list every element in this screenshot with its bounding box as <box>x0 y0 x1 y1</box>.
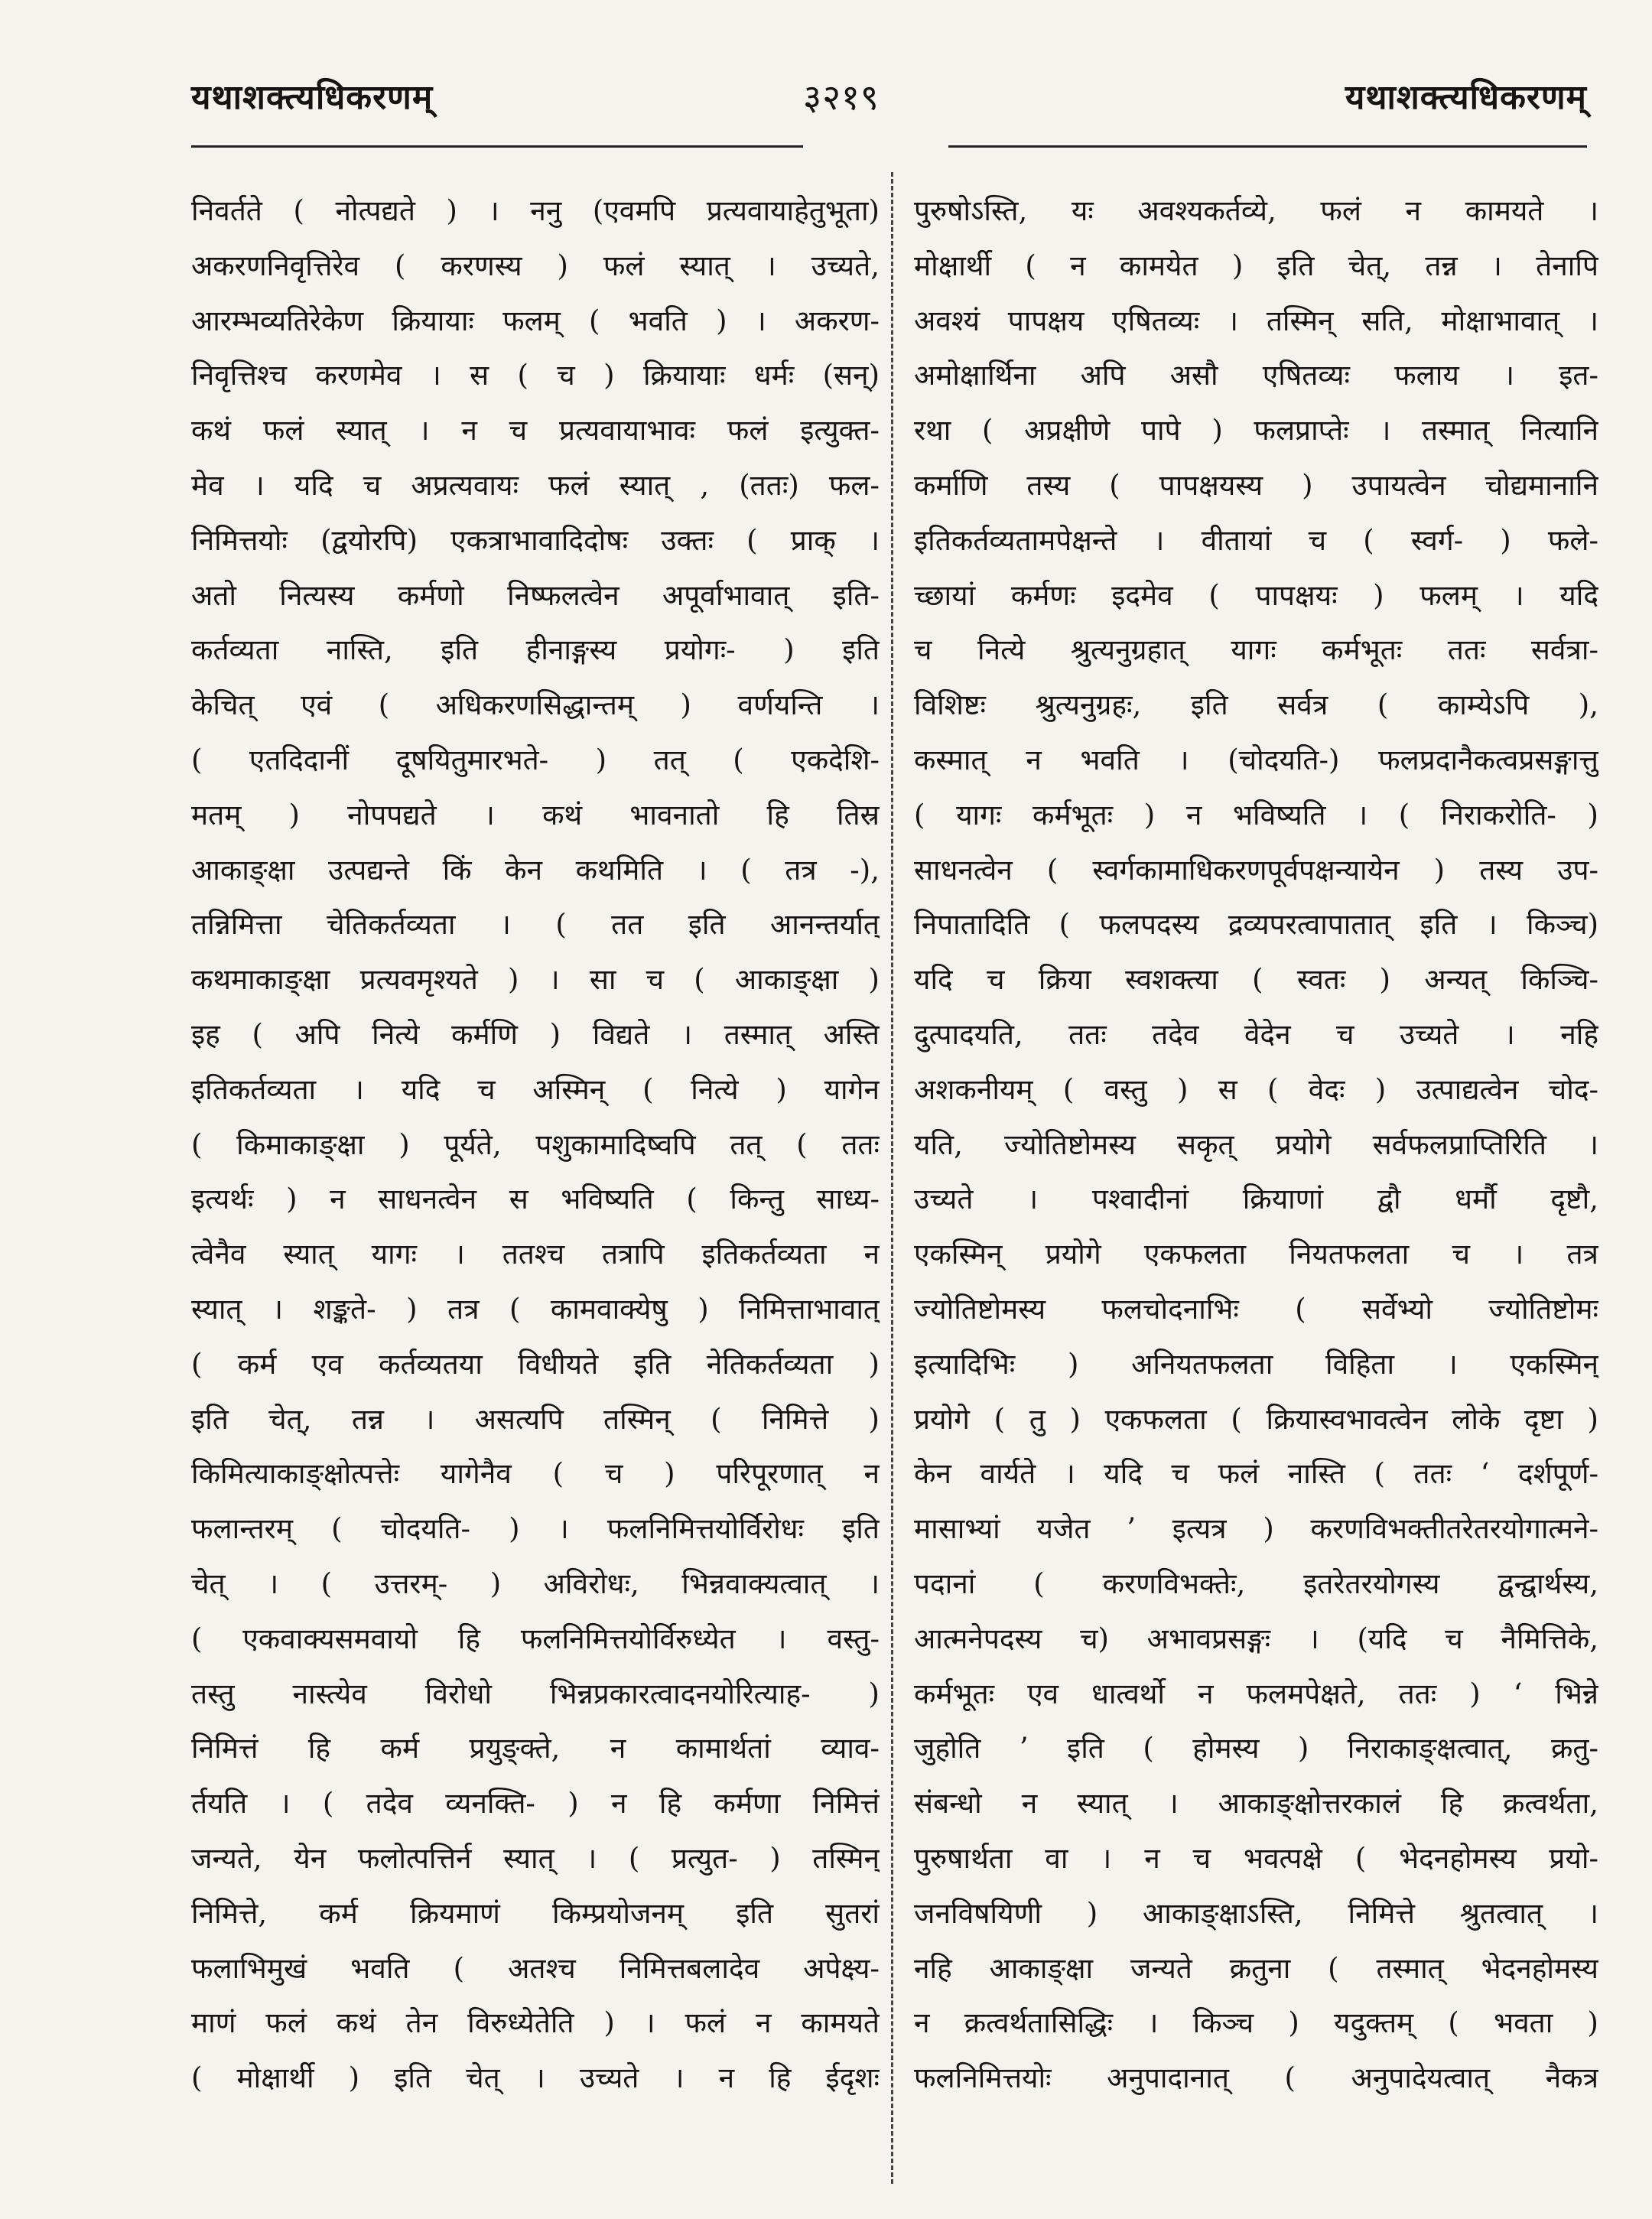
text-line: मासाभ्यां यजेत ’ इत्यत्र ) करणविभक्तीतरेतरयोगात्मने- <box>914 1512 1598 1546</box>
text-line: ( एकवाक्यसमवायो हि फलनिमित्तयोर्विरुध्येत । वस्तु- <box>191 1622 880 1655</box>
text-line: निमित्तयोः (द्वयोरपि) एकत्राभावादिदोषः उक्तः ( प्राक् । <box>191 523 880 557</box>
text-line: तस्तु नास्त्येव विरोधो भिन्नप्रकारत्वादनयोरित्याह- ) <box>191 1677 880 1710</box>
text-line: रथा ( अप्रक्षीणे पापे ) फलप्राप्तेः । तस्मात् नित्यानि <box>914 414 1598 447</box>
text-line: ( मोक्षार्थी ) इति चेत् । उच्यते । न हि ईदृशः <box>191 2061 880 2095</box>
text-line: इति चेत्, तन्न । असत्यपि तस्मिन् ( निमित्ते ) <box>191 1402 880 1436</box>
text-line: संबन्धो न स्यात् । आकाङ्क्षोत्तरकालं हि क्रत्वर्थता, <box>914 1787 1598 1820</box>
text-line: पुरुषार्थता वा । न च भवत्पक्षे ( भेदनहोमस्य प्रयो- <box>914 1841 1598 1875</box>
text-line: च नित्ये श्रुत्यनुग्रहात् यागः कर्मभूतः ततः सर्वत्रा- <box>914 633 1598 667</box>
text-line: तन्निमित्ता चेतिकर्तव्यता । ( तत इति आनन्तर्यात् <box>191 908 880 942</box>
text-line: मोक्षार्थी ( न कामयेत ) इति चेत्, तन्न । तेनापि <box>914 249 1598 282</box>
text-line: अशकनीयम् ( वस्तु ) स ( वेदः ) उत्पाद्यत्वेन चोद- <box>914 1072 1598 1106</box>
right-column <box>914 184 1598 2106</box>
text-line: अमोक्षार्थिना अपि असौ एषितव्यः फलाय । इत- <box>914 359 1598 392</box>
text-line: फलान्तरम् ( चोदयति- ) । फलनिमित्तयोर्विरोधः इति <box>191 1512 880 1546</box>
text-line: कर्माणि तस्य ( पापक्षयस्य ) उपायत्वेन चोद्यमानानि <box>914 468 1598 502</box>
text-line: ( कर्म एव कर्तव्यतया विधीयते इति नेतिकर्तव्यता ) <box>191 1347 880 1381</box>
text-line: त्वेनैव स्यात् यागः । ततश्च तत्रापि इतिकर्तव्यता न <box>191 1238 880 1271</box>
text-line: साधनत्वेन ( स्वर्गकामाधिकरणपूर्वपक्षन्यायेन ) तस्य उप- <box>914 853 1598 887</box>
text-line: र्तयति । ( तदेव व्यनक्ति- ) न हि कर्मणा निमित्तं <box>191 1787 880 1820</box>
page-number: ३२१९ <box>803 76 880 118</box>
text-line: इतिकर्तव्यतामपेक्षन्ते । वीतायां च ( स्वर्ग- ) फले- <box>914 523 1598 557</box>
text-line: केन वार्यते । यदि च फलं नास्ति ( ततः ‘ दर्शपूर्ण- <box>914 1457 1598 1491</box>
text-line: कथं फलं स्यात् । न च प्रत्यवायाभावः फलं इत्युक्त- <box>191 414 880 447</box>
left-column <box>191 184 880 2106</box>
text-line: यति, ज्योतिष्टोमस्य सकृत् प्रयोगे सर्वफलप्राप्तिरिति । <box>914 1127 1598 1161</box>
text-line: उच्यते । पश्वादीनां क्रियाणां द्वौ धर्मौ दृष्टौ, <box>914 1183 1598 1216</box>
text-line: एकस्मिन् प्रयोगे एकफलता नियतफलता च । तत्र <box>914 1238 1598 1271</box>
text-line: किमित्याकाङ्क्षोत्पत्तेः यागेनैव ( च ) परिपूरणात् न <box>191 1457 880 1491</box>
text-line: कर्मभूतः एव धात्वर्थो न फलमपेक्षते, ततः ) ‘ भिन्ने <box>914 1677 1598 1710</box>
text-line: आरम्भव्यतिरेकेण क्रियायाः फलम् ( भवति ) । अकरण- <box>191 304 880 337</box>
text-line: अतो नित्यस्य कर्मणो निष्फलत्वेन अपूर्वाभावात् इति- <box>191 578 880 612</box>
text-line: जुहोति ’ इति ( होमस्य ) निराकाङ्क्षत्वात्, क्रतु- <box>914 1732 1598 1765</box>
column-divider <box>891 172 893 2184</box>
header-rule-right <box>948 145 1587 148</box>
running-header-left: यथाशक्त्यधिकरणम् <box>191 78 434 117</box>
text-line: अवश्यं पापक्षय एषितव्यः । तस्मिन् सति, मोक्षाभावात् । <box>914 304 1598 337</box>
text-line: स्यात् । शङ्कते- ) तत्र ( कामवाक्येषु ) निमित्ताभावात् <box>191 1292 880 1326</box>
text-line: मेव । यदि च अप्रत्यवायः फलं स्यात् , (ततः) फल- <box>191 468 880 502</box>
text-line: निमित्ते, कर्म क्रियमाणं किम्प्रयोजनम् इति सुतरां <box>191 1896 880 1930</box>
text-line: यदि च क्रिया स्वशक्त्या ( स्वतः ) अन्यत् किञ्चि- <box>914 963 1598 997</box>
text-line: केचित् एवं ( अधिकरणसिद्धान्तम् ) वर्णयन्ति । <box>191 688 880 722</box>
header-rule-left <box>191 145 803 148</box>
text-line: ( किमाकाङ्क्षा ) पूर्यते, पशुकामादिष्वपि तत् ( ततः <box>191 1127 880 1161</box>
text-line: चेत् । ( उत्तरम्- ) अविरोधः, भिन्नवाक्यत्वात् । <box>191 1567 880 1600</box>
text-line: निवर्तते ( नोत्पद्यते ) । ननु (एवमपि प्रत्यवायाहेतुभूता) <box>191 194 880 227</box>
text-line: न क्रत्वर्थतासिद्धिः । किञ्च ) यदुक्तम् ( भवता ) <box>914 2006 1598 2040</box>
text-line: कर्तव्यता नास्ति, इति हीनाङ्गस्य प्रयोगः- ) इति <box>191 633 880 667</box>
text-line: इत्यर्थः ) न साधनत्वेन स भविष्यति ( किन्तु साध्य- <box>191 1183 880 1216</box>
text-line: नहि आकाङ्क्षा जन्यते क्रतुना ( तस्मात् भेदनहोमस्य <box>914 1951 1598 1985</box>
text-line: आकाङ्क्षा उत्पद्यन्ते किं केन कथमिति । ( तत्र -), <box>191 853 880 887</box>
text-line: मतम् ) नोपपद्यते । कथं भावनातो हि तिस्र <box>191 798 880 831</box>
text-line: फलाभिमुखं भवति ( अतश्च निमित्तबलादेव अपेक्ष्य- <box>191 1951 880 1985</box>
text-line: ( एतदिदानीं दूषयितुमारभते- ) तत् ( एकदेशि- <box>191 743 880 776</box>
text-line: इह ( अपि नित्ये कर्मणि ) विद्यते । तस्मात् अस्ति <box>191 1017 880 1051</box>
text-line: ( यागः कर्मभूतः ) न भविष्यति । ( निराकरोति- ) <box>914 798 1598 831</box>
running-header-right: यथाशक्त्यधिकरणम् <box>1345 78 1587 117</box>
text-line: विशिष्टः श्रुत्यनुग्रहः, इति सर्वत्र ( काम्येऽपि ), <box>914 688 1598 722</box>
text-line: कस्मात् न भवति । (चोदयति-) फलप्रदानैकत्वप्रसङ्गात्तु <box>914 743 1598 776</box>
text-line: पुरुषोऽस्ति, यः अवश्यकर्तव्ये, फलं न कामयते । <box>914 194 1598 227</box>
text-line: निमित्तं हि कर्म प्रयुङ्क्ते, न कामार्थतां व्याव- <box>191 1732 880 1765</box>
text-line: कथमाकाङ्क्षा प्रत्यवमृश्यते ) । सा च ( आकाङ्क्षा ) <box>191 963 880 997</box>
text-line: इतिकर्तव्यता । यदि च अस्मिन् ( नित्ये ) यागेन <box>191 1072 880 1106</box>
text-line: फलनिमित्तयोः अनुपादानात् ( अनुपादेयत्वात् नैकत्र <box>914 2061 1598 2095</box>
text-line: अकरणनिवृत्तिरेव ( करणस्य ) फलं स्यात् । उच्यते, <box>191 249 880 282</box>
text-line: पदानां ( करणविभक्तेः, इतरेतरयोगस्य द्वन्द्वार्थस्य, <box>914 1567 1598 1600</box>
text-line: माणं फलं कथं तेन विरुध्येतेति ) । फलं न कामयते <box>191 2006 880 2040</box>
text-line: निपातादिति ( फलपदस्य द्रव्यपरत्वापातात् इति । किञ्च) <box>914 908 1598 942</box>
text-line: जन्यते, येन फलोत्पत्तिर्न स्यात् । ( प्रत्युत- ) तस्मिन् <box>191 1841 880 1875</box>
text-line: इत्यादिभिः ) अनियतफलता विहिता । एकस्मिन् <box>914 1347 1598 1381</box>
text-line: प्रयोगे ( तु ) एकफलता ( क्रियास्वभावत्वेन लोके दृष्टा ) <box>914 1402 1598 1436</box>
text-line: जनविषयिणी ) आकाङ्क्षाऽस्ति, निमित्ते श्रुतत्वात् । <box>914 1896 1598 1930</box>
text-line: आत्मनेपदस्य च) अभावप्रसङ्गः । (यदि च नैमित्तिके, <box>914 1622 1598 1655</box>
text-line: ज्योतिष्टोमस्य फलचोदनाभिः ( सर्वेभ्यो ज्योतिष्टोमः <box>914 1292 1598 1326</box>
text-line: च्छायां कर्मणः इदमेव ( पापक्षयः ) फलम् । यदि <box>914 578 1598 612</box>
text-line: निवृत्तिश्च करणमेव । स ( च ) क्रियायाः धर्मः (सन्) <box>191 359 880 392</box>
text-line: दुत्पादयति, ततः तदेव वेदेन च उच्यते । नहि <box>914 1017 1598 1051</box>
